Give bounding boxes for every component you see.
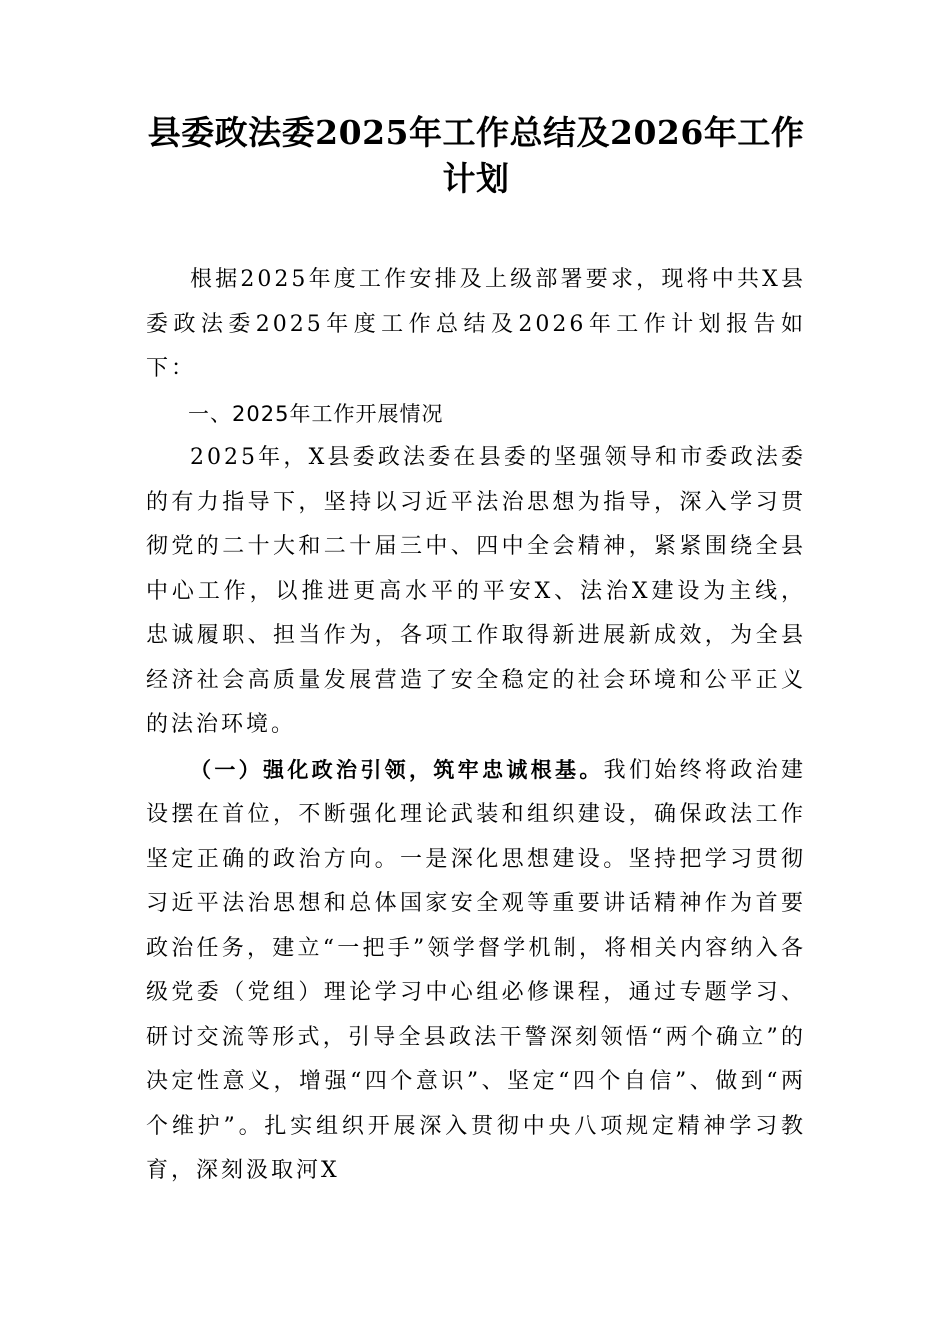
intro-paragraph: 根据2025年度工作安排及上级部署要求，现将中共X县委政法委2025年度工作总结及2026年工作计划报告如下： xyxy=(146,267,806,381)
document-page xyxy=(146,110,806,1194)
section-heading: 一、2025年工作开展情况 xyxy=(188,401,444,426)
subsection-text: 我们始终将政治建设摆在首位，不断强化理论武装和组织建设，确保政法工作坚定正确的政治方向。一是深化思想建设。坚持把学习贯彻习近平法治思想和总体国家安全观等重要讲话精神作为首要政治任务，建立“一把手”领学督学机制，将相关内容纳入各级党委（党组）理论学习中心组必修课程，通过专题学习、研讨交流等形式，引导全县政法干警深刻领悟“两个确立”的决定性意义，增强“四个意识”、坚定“四个自信”、做到“两个维护”。扎实组织开展深入贯彻中央八项规定精神学习教育，深刻汲取河X xyxy=(146,757,806,1183)
subsection-lead: （一）强化政治引领，筑牢忠诚根基。 xyxy=(190,757,604,782)
section-paragraph: 2025年，X县委政法委在县委的坚强领导和市委政法委的有力指导下，坚持以习近平法治思想为指导，深入学习贯彻党的二十大和二十届三中、四中全会精神，紧紧围绕全县中心工作，以推进更高水平的平安X、法治X建设为主线，忠诚履职、担当作为，各项工作取得新进展新成效，为全县经济社会高质量发展营造了安全稳定的社会环境和公平正义的法治环境。 xyxy=(146,445,806,737)
document-title: 县委政法委2025年工作总结及2026年工作计划 xyxy=(147,113,805,198)
subsection-paragraph xyxy=(146,748,806,1194)
document-body xyxy=(146,258,806,1194)
